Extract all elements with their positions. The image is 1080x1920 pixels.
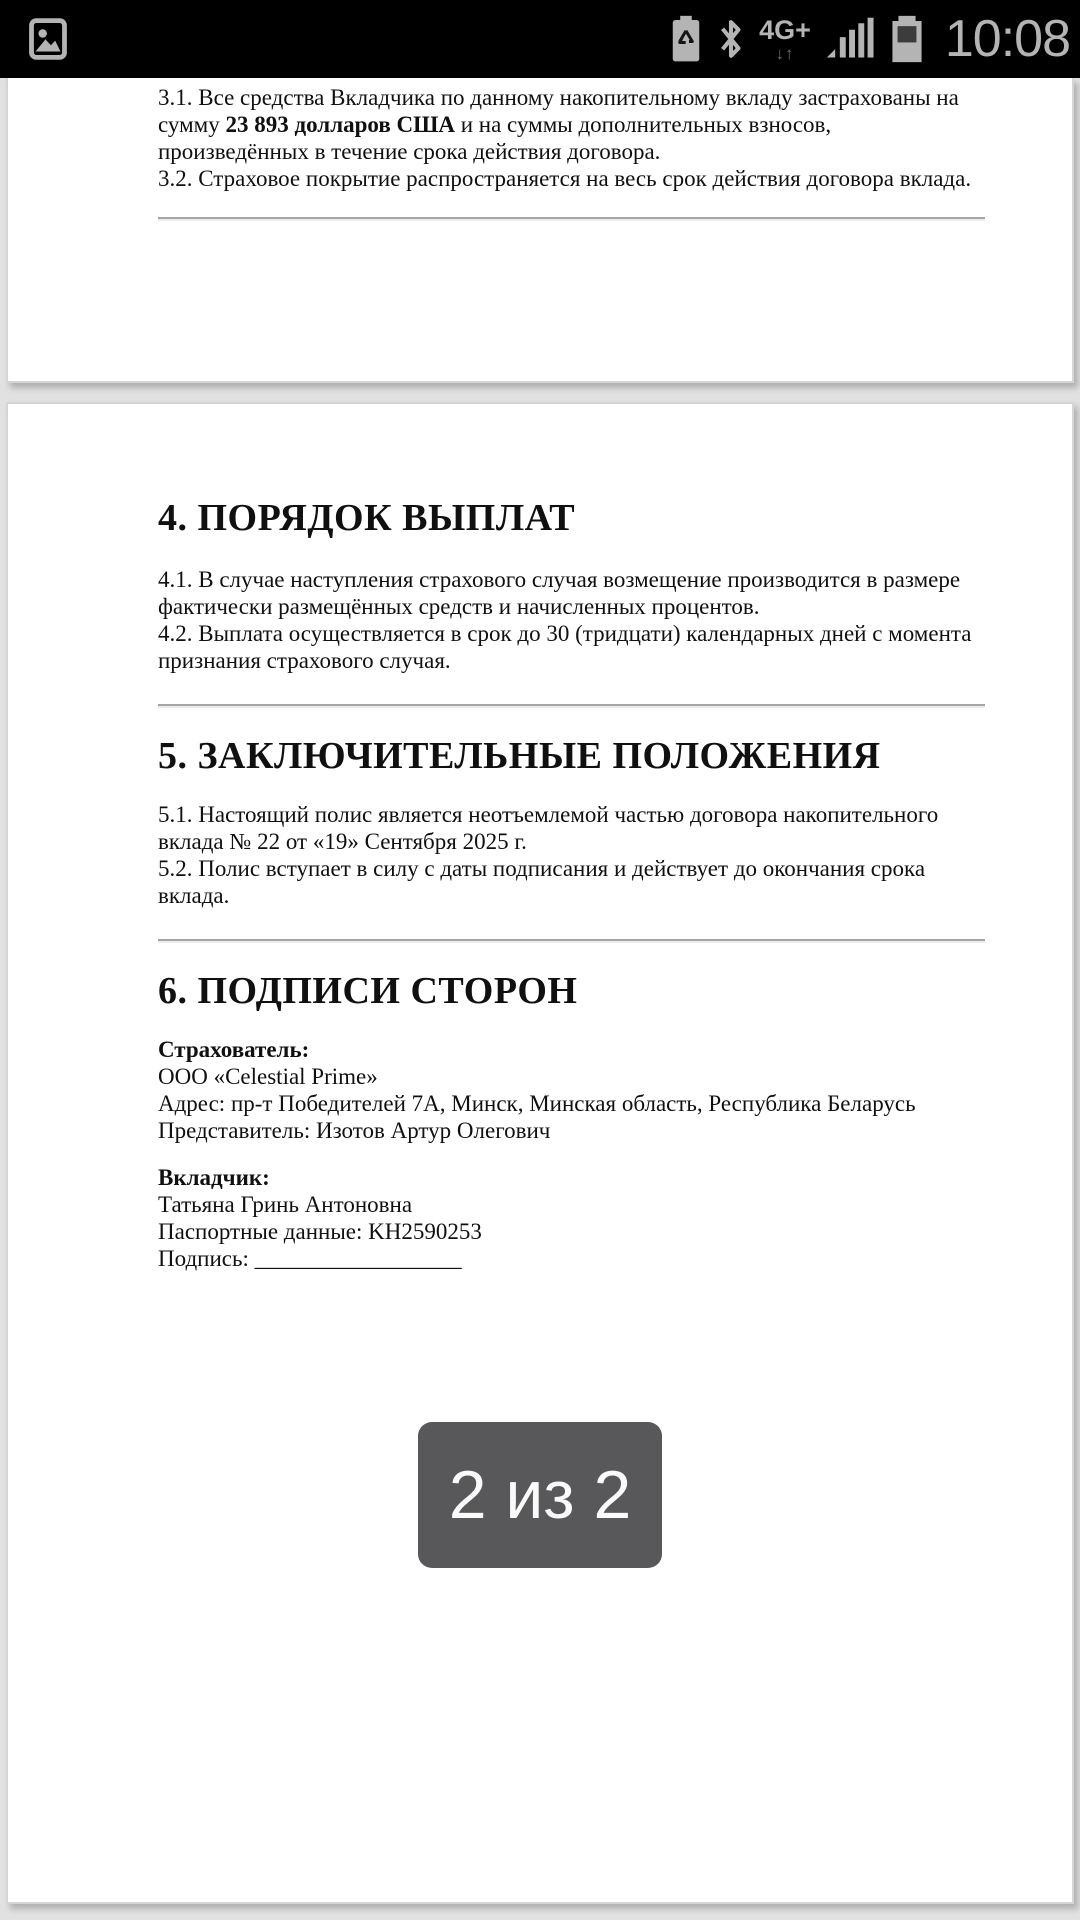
network-type-indicator	[759, 14, 811, 63]
insurer-address: Адрес: пр-т Победителей 7А, Минск, Минская область, Республика Беларусь	[158, 1091, 916, 1116]
clause-5-2: 5.2. Полис вступает в силу с даты подписания и действует до окончания срока вклада.	[158, 856, 926, 908]
signature-line: Подпись: __________________	[158, 1246, 462, 1271]
section-divider	[158, 939, 985, 943]
insurer-label: Страхователь:	[158, 1037, 310, 1062]
statusbar-right-cluster	[669, 9, 1070, 69]
signal-bars-icon	[825, 16, 875, 62]
section-6-heading: 6. ПОДПИСИ СТОРОН	[158, 970, 578, 1012]
clock: 10:08	[944, 10, 1070, 68]
clause-3-2: 3.2. Страховое покрытие распространяется на весь срок действия договора вклада.	[158, 166, 972, 191]
document-page-2[interactable]	[6, 402, 1074, 1904]
insurer-company: ООО «Celestial Prime»	[158, 1064, 378, 1089]
data-activity-arrows-icon: ↓↑	[775, 43, 795, 63]
clause-3-1	[158, 84, 985, 165]
status-bar	[0, 0, 1080, 78]
page-1-content	[8, 78, 1072, 221]
section-divider	[158, 704, 985, 708]
clause-3-1-text-cont: и на суммы дополнительных взносов, произведённых в течение срока действия договора.	[158, 112, 832, 164]
document-viewer-canvas[interactable]	[0, 78, 1080, 1920]
depositor-passport: Паспортные данные: KH2590253	[158, 1219, 482, 1244]
depositor-signature-block	[158, 1164, 985, 1272]
section-5-heading: 5. ЗАКЛЮЧИТЕЛЬНЫЕ ПОЛОЖЕНИЯ	[158, 735, 881, 777]
document-page-1[interactable]	[6, 78, 1074, 383]
page-2-content	[8, 404, 1072, 1272]
image-icon	[26, 16, 70, 62]
bluetooth-icon	[717, 15, 745, 63]
battery-icon	[889, 15, 925, 63]
section-divider	[158, 217, 985, 221]
page-indicator-label: 2 из 2	[448, 1457, 632, 1533]
insurer-representative: Представитель: Изотов Артур Олегович	[158, 1118, 551, 1143]
insured-amount: 23 893 долларов США	[225, 112, 455, 137]
network-type-label: 4G+	[759, 14, 811, 45]
page-indicator-toast	[418, 1422, 662, 1568]
section-4-heading: 4. ПОРЯДОК ВЫПЛАТ	[158, 497, 576, 539]
clause-5-1: 5.1. Настоящий полис является неотъемлемой частью договора накопительного вклада № 22 от «19» Сентября 2025 г.	[158, 802, 939, 854]
insurer-signature-block	[158, 1036, 985, 1144]
battery-saver-icon	[669, 15, 703, 63]
depositor-name: Татьяна Гринь Антоновна	[158, 1192, 413, 1217]
depositor-label: Вкладчик:	[158, 1165, 270, 1190]
clause-3-1-text: 3.1. Все средства Вкладчика по данному накопительному вкладу застрахованы на сумму	[158, 85, 959, 137]
clause-4-1: 4.1. В случае наступления страхового случая возмещение производится в размере фактически размещённых средств и начисленных процентов.	[158, 567, 961, 619]
clause-4-2: 4.2. Выплата осуществляется в срок до 30 (тридцати) календарных дней с момента признания страхового случая.	[158, 621, 972, 673]
